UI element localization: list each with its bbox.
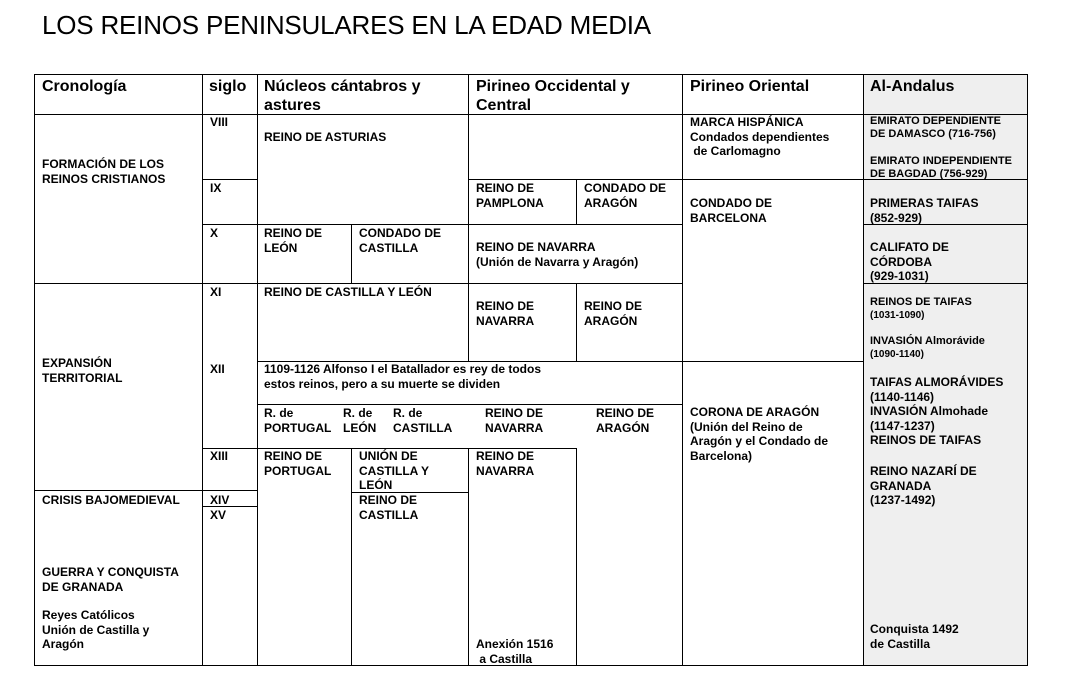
cronologia-reyes: Reyes Católicos Unión de Castilla y Aragón (42, 608, 150, 651)
primeras-taifas: PRIMERAS TAIFAS (852-929) (870, 196, 979, 225)
condado-aragon: CONDADO DE ARAGÓN (584, 181, 667, 210)
col-divider-pirineo-occ (468, 74, 469, 361)
row-line-siglo-ix (202, 179, 258, 180)
siglo-xiii: XIII (210, 449, 229, 463)
siglo-xii: XII (210, 362, 225, 376)
divider-navarra-aragon-xi (576, 283, 577, 361)
reino-navarra-xii: REINO DE NAVARRA (485, 406, 544, 435)
col-divider-siglo (202, 74, 203, 666)
reino-navarra-xi: REINO DE NAVARRA (476, 299, 535, 328)
row-line-cronologia-xi (34, 283, 203, 284)
row-line-corona-top (682, 361, 864, 362)
page-title: LOS REINOS PENINSULARES EN LA EDAD MEDIA (42, 10, 651, 40)
table-border-left (34, 74, 35, 666)
emirato-dependiente: EMIRATO DEPENDIENTE DE DAMASCO (716-756) (870, 115, 1001, 140)
siglo-viii: VIII (210, 115, 229, 129)
reino-castilla-leon: REINO DE CASTILLA Y LEÓN (264, 285, 432, 299)
cronologia-guerra: GUERRA Y CONQUISTA DE GRANADA (42, 565, 179, 594)
divider-navarra-aragon-xiii (576, 448, 577, 666)
row-line-barcelona-top (682, 179, 864, 180)
siglo-ix: IX (210, 181, 222, 195)
conquista-1492: Conquista 1492 de Castilla (870, 622, 959, 651)
reino-portugal-xiii: REINO DE PORTUGAL (264, 449, 332, 478)
reino-aragon-xi: REINO DE ARAGÓN (584, 299, 643, 328)
divider-leon-castilla-xiii (351, 448, 352, 666)
reino-navarra-x: REINO DE NAVARRA (Unión de Navarra y Aragón) (476, 240, 639, 269)
row-line-pamplona-top (468, 179, 683, 180)
condado-castilla: CONDADO DE CASTILLA (359, 226, 442, 255)
col-divider-al-andalus (863, 74, 864, 666)
row-line-x-nucleos (257, 224, 469, 225)
siglo-xv: XV (210, 508, 227, 522)
taifas-almoravides: TAIFAS ALMORÁVIDES (1140-1146) (870, 375, 1004, 404)
reino-pamplona: REINO DE PAMPLONA (476, 181, 544, 210)
row-line-xi-nucleos-pirineo (257, 283, 683, 284)
anexion-castilla: Anexión 1516 a Castilla (476, 637, 554, 666)
corona-aragon: CORONA DE ARAGÓN (Unión del Reino de Aragón y el Condado de Barcelona) (690, 405, 829, 463)
col-divider-pirineo-or (682, 74, 683, 666)
union-castilla-leon: UNIÓN DE CASTILLA Y LEÓN (359, 449, 430, 492)
r-castilla-xii: R. de CASTILLA (393, 406, 453, 435)
reinos-taifas-1-date: (1031-1090) (870, 310, 925, 321)
cronologia-expansion: EXPANSIÓN TERRITORIAL (42, 356, 123, 385)
condado-barcelona: CONDADO DE BARCELONA (690, 196, 773, 225)
reino-nazari: REINO NAZARÍ DE GRANADA (1237-1492) (870, 464, 977, 507)
cronologia-crisis: CRISIS BAJOMEDIEVAL (42, 493, 180, 507)
divider-leon-castilla-x (351, 224, 352, 283)
califato-cordoba: CALIFATO DE CÓRDOBA (929-1031) (870, 240, 949, 283)
header-pirineo-oriental: Pirineo Oriental (690, 78, 810, 95)
invasion-almohade: INVASIÓN Almohade (1147-1237) REINOS DE TAIFAS (870, 404, 989, 447)
row-line-cronologia-xiv (34, 490, 203, 491)
reino-asturias: REINO DE ASTURIAS (264, 130, 387, 144)
r-portugal-xii: R. de PORTUGAL (264, 406, 332, 435)
cronologia-formacion: FORMACIÓN DE LOS REINOS CRISTIANOS (42, 157, 166, 186)
emirato-independiente: EMIRATO INDEPENDIENTE DE BAGDAD (756-929) (870, 155, 1012, 180)
batallador-note: 1109-1126 Alfonso I el Batallador es rey de todos estos reinos, pero a su muerte se dividen (264, 362, 542, 391)
col-divider-nucleos (257, 74, 258, 666)
marca-hispanica: MARCA HISPÁNICA Condados dependientes de Carlomagno (690, 115, 830, 158)
header-al-andalus: Al-Andalus (870, 78, 955, 95)
header-nucleos: Núcleos cántabros y astures (264, 78, 421, 114)
col-divider-pirineo-occ-lower (468, 448, 469, 666)
reino-aragon-xii: REINO DE ARAGÓN (596, 406, 655, 435)
reino-castilla-xiv: REINO DE CASTILLA (359, 493, 419, 522)
invasion-almoravide-date: (1090-1140) (870, 349, 924, 360)
siglo-xi: XI (210, 285, 222, 299)
row-line-batallador-bottom (257, 404, 683, 405)
header-pirineo-occidental: Pirineo Occidental y Central (476, 78, 630, 114)
reino-navarra-xiii: REINO DE NAVARRA (476, 449, 535, 478)
row-line-siglo-xi (202, 283, 258, 284)
header-cronologia: Cronología (42, 78, 127, 95)
reinos-taifas-1: REINOS DE TAIFAS (870, 296, 972, 308)
divider-pamplona-aragon (576, 179, 577, 225)
reino-leon: REINO DE LEÓN (264, 226, 323, 255)
invasion-almoravide: INVASIÓN Almorávide (870, 335, 985, 347)
row-line-pamplona-bottom (468, 224, 683, 225)
table-border-top (34, 74, 1028, 75)
row-line-siglo-x (202, 224, 258, 225)
siglo-xiv: XIV (210, 493, 230, 507)
row-line-siglo-xiv (202, 490, 258, 491)
table-border-right (1027, 74, 1028, 666)
siglo-x: X (210, 226, 219, 240)
header-siglo: siglo (209, 78, 247, 95)
r-leon-xii: R. de LEÓN (343, 406, 377, 435)
